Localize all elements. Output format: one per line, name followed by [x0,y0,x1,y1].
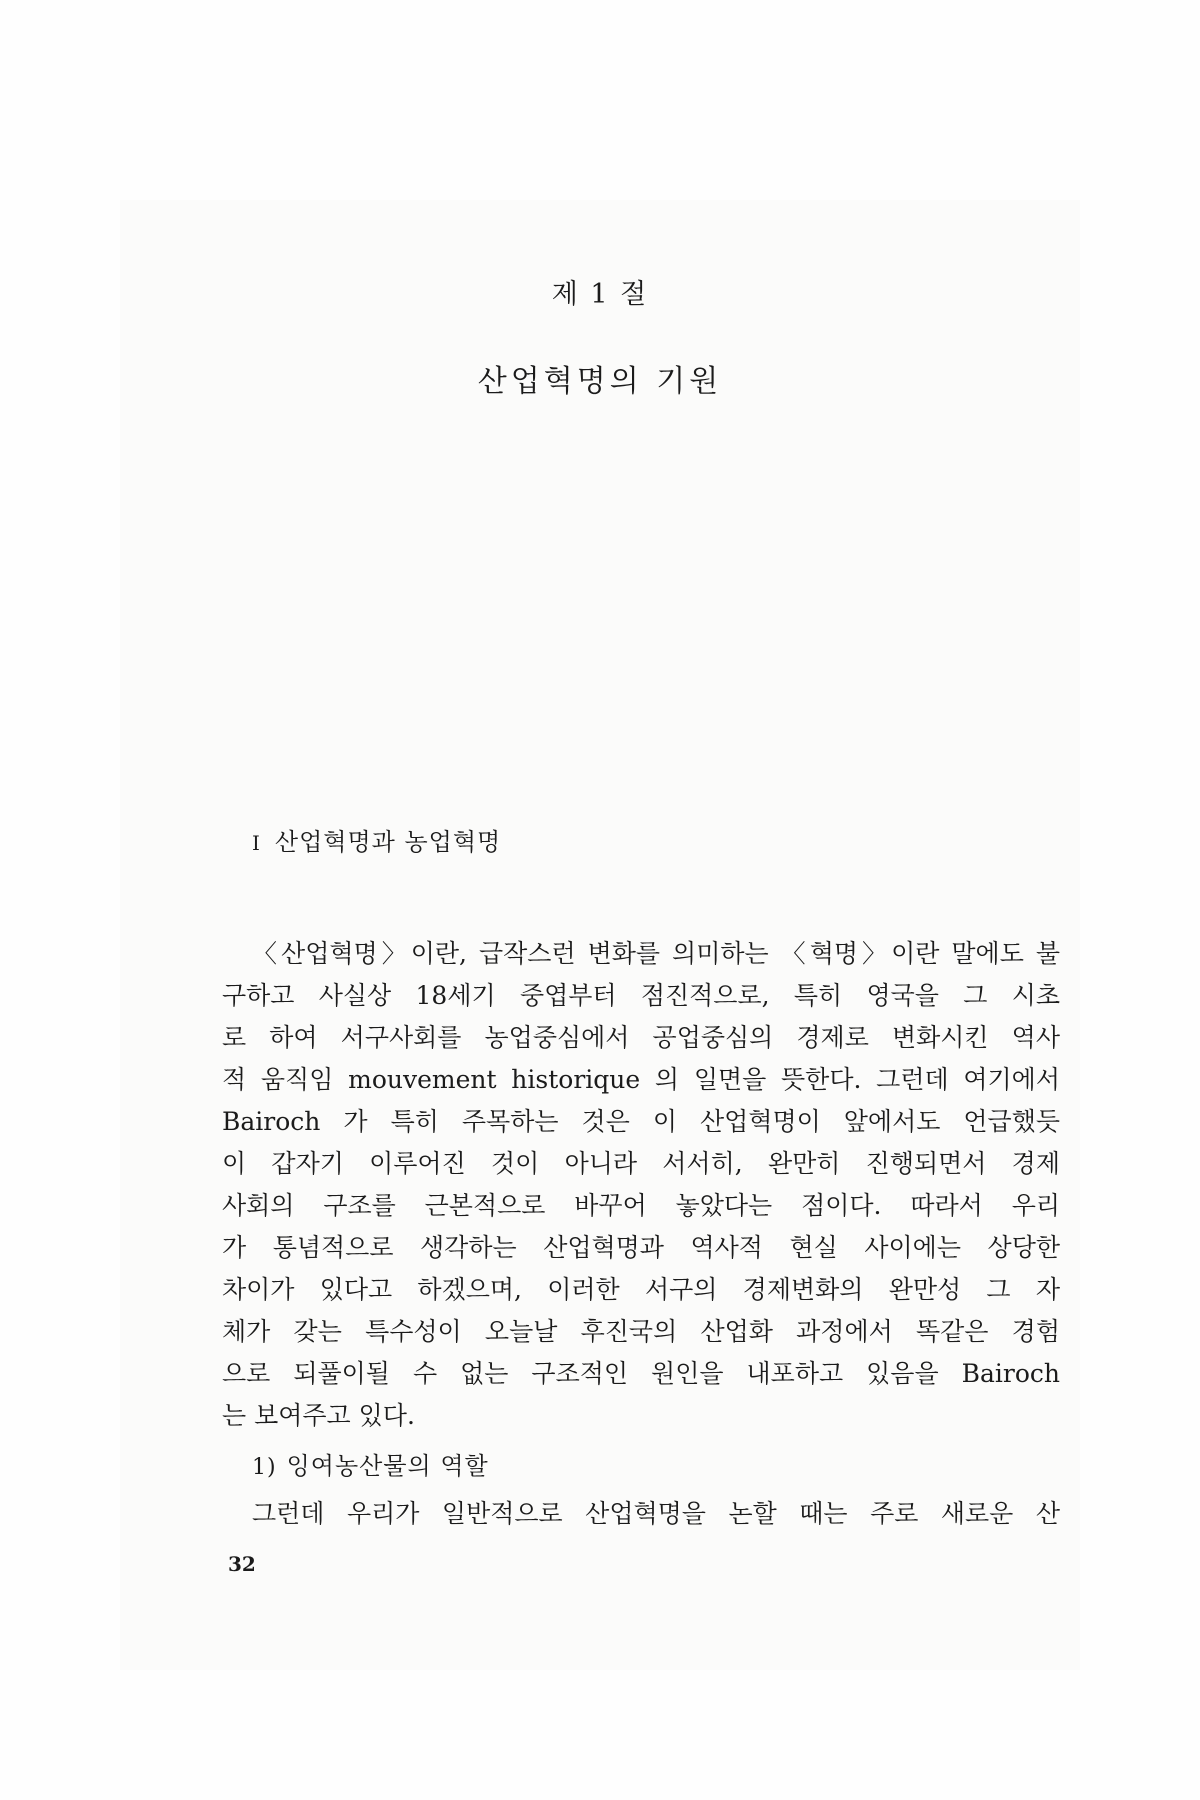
section-title: 산업혁명과 농업혁명 [274,828,502,856]
paragraph-line: Bairoch 가 특히 주목하는 것은 이 산업혁명이 앞에서도 언급했듯 [222,1107,1060,1136]
paragraph-line: 〈산업혁명〉이란, 급작스런 변화를 의미하는 〈혁명〉이란 말에도 불 [252,939,1060,968]
page-number: 32 [228,1552,256,1576]
subsection-number: 1) [252,1455,277,1480]
chapter-title: 산업혁명의 기원 [477,364,723,399]
paragraph-line: 이 갑자기 이루어진 것이 아니라 서서히, 완만히 진행되면서 경제 [222,1149,1060,1178]
subsection-heading [252,1446,489,1481]
paragraph-line: 가 통념적으로 생각하는 산업혁명과 역사적 현실 사이에는 상당한 [222,1233,1060,1262]
subsection-paragraph-line: 그런데 우리가 일반적으로 산업혁명을 논할 때는 주로 새로운 산 [252,1499,1060,1528]
paragraph-line: 으로 되풀이될 수 없는 구조적인 원인을 내포하고 있음을 Bairoch [222,1359,1060,1388]
paragraph-line: 차이가 있다고 하겠으며, 이러한 서구의 경제변화의 완만성 그 자 [222,1275,1060,1304]
subsection-title: 잉여농산물의 역할 [286,1452,489,1480]
paragraph-line: 사회의 구조를 근본적으로 바꾸어 놓았다는 점이다. 따라서 우리 [222,1191,1060,1220]
paragraph-line: 체가 갖는 특수성이 오늘날 후진국의 산업화 과정에서 똑같은 경험 [222,1317,1060,1346]
paragraph-line: 적 움직임 mouvement historique 의 일면을 뜻한다. 그런데 여기에서 [222,1065,1060,1094]
section-number: I [252,831,261,855]
section-heading [252,822,501,857]
paragraph-line: 로 하여 서구사회를 농업중심에서 공업중심의 경제로 변화시킨 역사 [222,1023,1060,1052]
paragraph-line: 구하고 사실상 18세기 중엽부터 점진적으로, 특히 영국을 그 시초 [222,981,1060,1010]
paragraph-line: 는 보여주고 있다. [222,1401,415,1430]
chapter-label: 제 1 절 [551,279,649,310]
